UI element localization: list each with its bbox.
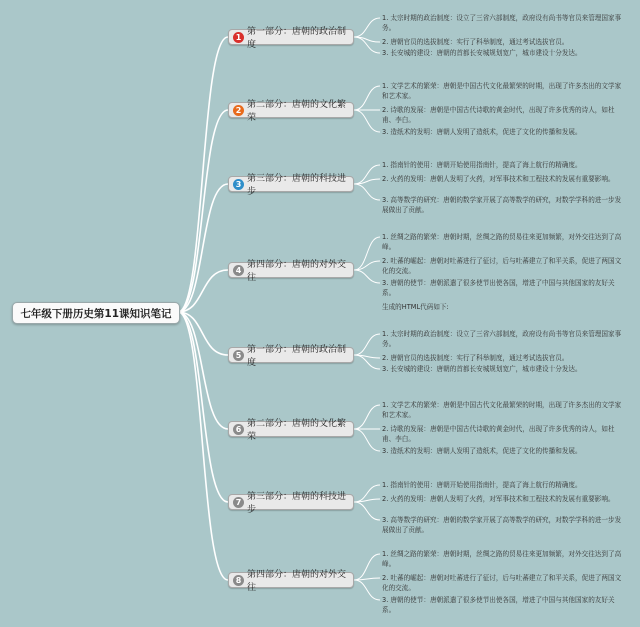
branch-node[interactable]: [228, 345, 354, 368]
branch-title: 第三部分：唐朝的科技进步: [247, 174, 347, 197]
number-badge: 2: [233, 105, 244, 116]
number-badge: 1: [233, 32, 244, 43]
connector-line: [354, 580, 380, 600]
leaf-item[interactable]: 2. 诗歌的发展：唐朝是中国古代诗歌的黄金时代，出现了许多优秀的诗人，如杜甫、李白。: [382, 106, 615, 124]
leaf-item[interactable]: 2. 火药的发明：唐朝人发明了火药，对军事技术和工程技术的发展有重要影响。: [382, 175, 615, 183]
branch-title: 第二部分：唐朝的文化繁荣: [247, 419, 347, 442]
leaf-item[interactable]: 3. 唐朝的使节：唐朝派遣了很多使节出使各国，增进了中国与其他国家的友好关系。: [382, 279, 615, 297]
branch-node[interactable]: [228, 570, 354, 593]
leaf-item[interactable]: 1. 太宗时期的政治制度：设立了三省六部制度，政府设有尚书等官员来管理国家事务。: [382, 14, 622, 32]
leaf-item[interactable]: 2. 吐蕃的崛起：唐朝对吐蕃进行了征讨，后与吐蕃建立了和平关系，促进了两国文化的交流。: [382, 257, 622, 275]
branch-node[interactable]: [228, 492, 354, 515]
leaf-item[interactable]: 3. 造纸术的发明：唐朝人发明了造纸术，促进了文化的传播和发展。: [382, 128, 582, 136]
root-title: 七年级下册历史第11课知识笔记: [20, 307, 172, 320]
number-badge: 6: [233, 424, 244, 435]
connector-line: [354, 184, 380, 200]
connector-line: [354, 499, 380, 502]
connector-line: [354, 334, 380, 355]
leaf-item[interactable]: 1. 指南针的使用：唐朝开始使用指南针，提高了海上航行的精确度。: [382, 481, 582, 489]
branch-title: 第三部分：唐朝的科技进步: [247, 492, 347, 515]
connector-line: [354, 355, 380, 369]
connector-line: [354, 18, 380, 37]
leaf-item[interactable]: 2. 火药的发明：唐朝人发明了火药，对军事技术和工程技术的发展有重要影响。: [382, 495, 615, 503]
connector-line: [354, 270, 380, 283]
leaf-item[interactable]: 3. 造纸术的发明：唐朝人发明了造纸术，促进了文化的传播和发展。: [382, 447, 582, 455]
connector-line: [354, 554, 380, 580]
branch-node[interactable]: [228, 260, 354, 283]
leaf-item[interactable]: 2. 诗歌的发展：唐朝是中国古代诗歌的黄金时代，出现了许多优秀的诗人，如杜甫、李白。: [382, 425, 615, 443]
leaf-item[interactable]: 2. 吐蕃的崛起：唐朝对吐蕃进行了征讨，后与吐蕃建立了和平关系，促进了两国文化的交流。: [382, 574, 622, 592]
leaf-item[interactable]: 1. 丝绸之路的繁荣：唐朝时期，丝绸之路的贸易往来更加频繁，对外交往达到了高峰。: [382, 233, 622, 251]
note-text: 生成的HTML代码如下:: [382, 303, 449, 311]
leaf-item[interactable]: 3. 高等数学的研究：唐朝的数学家开展了高等数学的研究，对数学学科的进一步发展做出了贡献。: [382, 196, 622, 214]
leaf-item[interactable]: 1. 指南针的使用：唐朝开始使用指南针，提高了海上航行的精确度。: [382, 161, 582, 169]
connector-line: [178, 312, 228, 502]
connector-line: [354, 405, 380, 429]
branch-node[interactable]: [228, 27, 354, 50]
connector-line: [354, 86, 380, 110]
connector-line: [354, 110, 380, 132]
leaf-item[interactable]: 1. 太宗时期的政治制度：设立了三省六部制度，政府设有尚书等官员来管理国家事务。: [382, 330, 622, 348]
connector-line: [178, 312, 228, 580]
root-topic[interactable]: [12, 302, 180, 324]
branch-node[interactable]: [228, 174, 354, 197]
branch-title: 第四部分：唐朝的对外交往: [247, 570, 347, 593]
connector-line: [354, 429, 380, 451]
connector-line: [178, 110, 228, 312]
leaf-item[interactable]: 2. 唐朝官员的选拔制度：实行了科举制度，通过考试选拔官员。: [382, 354, 569, 362]
leaf-item[interactable]: 3. 长安城的建设：唐朝的首都长安城规划宽广，城市建设十分发达。: [382, 49, 582, 57]
leaf-item[interactable]: 3. 唐朝的使节：唐朝派遣了很多使节出使各国，增进了中国与其他国家的友好关系。: [382, 596, 615, 614]
number-badge: 8: [233, 575, 244, 586]
number-badge: 3: [233, 179, 244, 190]
branch-node[interactable]: [228, 100, 354, 123]
branch-title: 第一部分：唐朝的政治制度: [247, 27, 347, 50]
number-badge: 4: [233, 265, 244, 276]
branch-title: 第一部分：唐朝的政治制度: [247, 345, 347, 368]
leaf-item[interactable]: 3. 高等数学的研究：唐朝的数学家开展了高等数学的研究，对数学学科的进一步发展做出了贡献。: [382, 516, 622, 534]
leaf-item[interactable]: 1. 丝绸之路的繁荣：唐朝时期，丝绸之路的贸易往来更加频繁，对外交往达到了高峰。: [382, 550, 622, 568]
leaf-item[interactable]: 3. 长安城的建设：唐朝的首都长安城规划宽广，城市建设十分发达。: [382, 365, 582, 373]
leaf-item[interactable]: 2. 唐朝官员的选拔制度：实行了科举制度，通过考试选拔官员。: [382, 38, 569, 46]
leaf-item[interactable]: 1. 文学艺术的繁荣：唐朝是中国古代文化最繁荣的时期，出现了许多杰出的文学家和艺术家。: [382, 401, 622, 419]
branch-title: 第四部分：唐朝的对外交往: [247, 260, 347, 283]
connector-line: [354, 502, 380, 520]
branch-title: 第二部分：唐朝的文化繁荣: [247, 100, 347, 123]
leaf-item[interactable]: 1. 文学艺术的繁荣：唐朝是中国古代文化最繁荣的时期，出现了许多杰出的文学家和艺术家。: [382, 82, 622, 100]
number-badge: 7: [233, 497, 244, 508]
branch-node[interactable]: [228, 419, 354, 442]
number-badge: 5: [233, 350, 244, 361]
